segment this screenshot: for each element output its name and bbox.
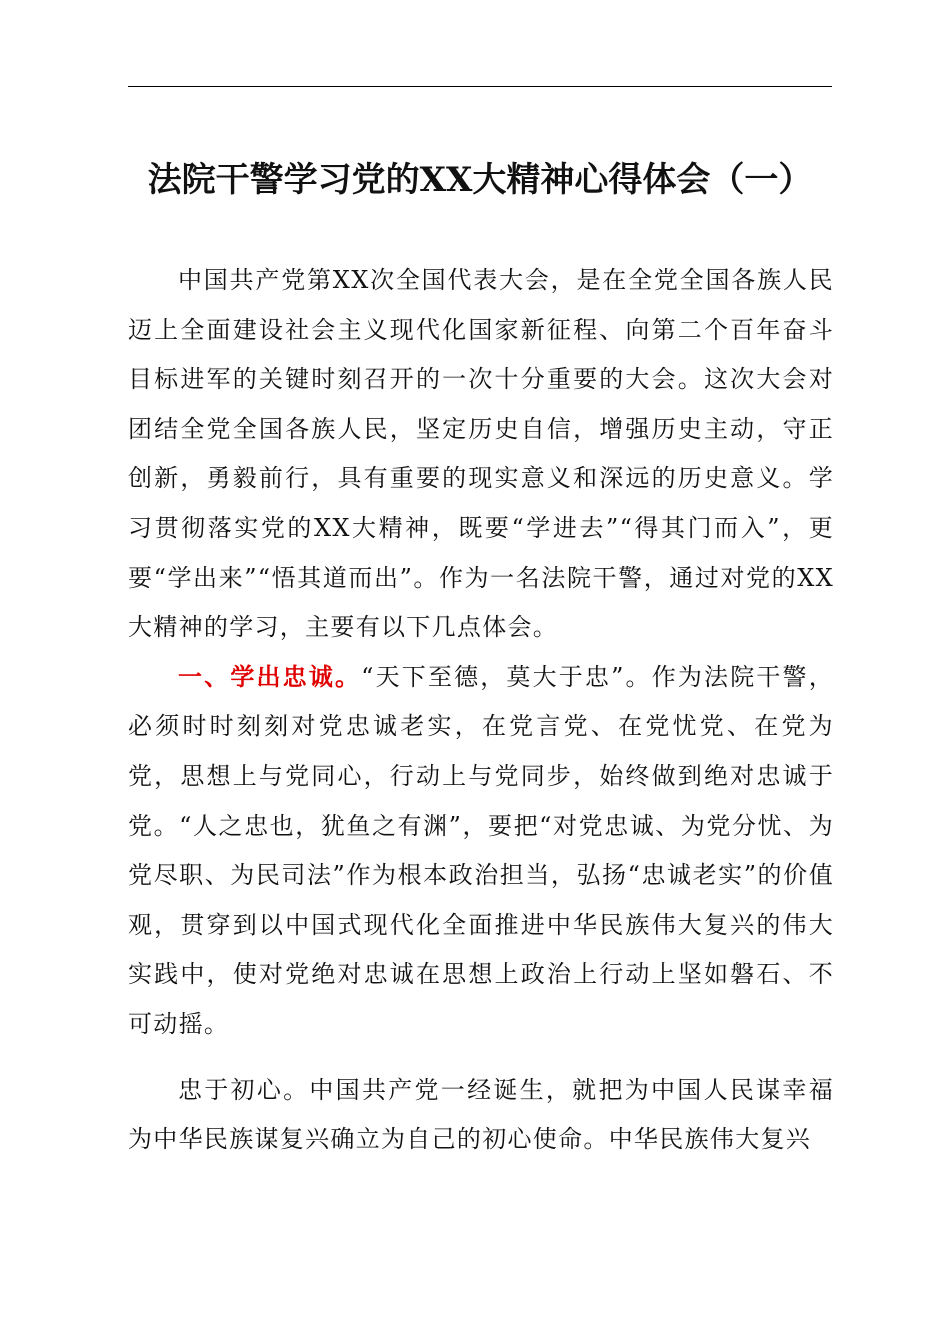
paragraph-text: 中国共产党第XX次全国代表大会，是在全党全国各族人民迈上全面建设社会主义现代化国家新征程、向第二个百年奋斗目标进军的关键时刻召开的一次十分重要的大会。这次大会对团结全党全国各族人民，坚定历史自信，增强历史主动，守正创新，勇毅前行，具有重要的现实意义和深远的历史意义。学习贯彻落实党的XX大精神，既要“学进去”“得其门而入”，更要“学出来”“悟其道而出”。作为一名法院干警，通过对党的XX大精神的学习，主要有以下几点体会。 [128, 266, 834, 642]
paragraph-intro [128, 256, 834, 653]
paragraph-section-1 [128, 653, 834, 1050]
document-body [128, 256, 834, 1165]
paragraph-text: “天下至德，莫大于忠”。作为法院干警，必须时时刻刻对党忠诚老实，在党言党、在党忧党、在党为党，思想上与党同心，行动上与党同步，始终做到绝对忠诚于党。“人之忠也，犹鱼之有渊”，要把“对党忠诚、为党分忧、为党尽职、为民司法”作为根本政治担当，弘扬“忠诚老实”的价值观，贯穿到以中国式现代化全面推进中华民族伟大复兴的伟大实践中，使对党绝对忠诚在思想上政治上行动上坚如磐石、不可动摇。 [128, 662, 834, 1038]
paragraph-text: 忠于初心。中国共产党一经诞生，就把为中国人民谋幸福为中华民族谋复兴确立为自己的初心使命。中华民族伟大复兴 [128, 1075, 834, 1154]
header-rule [128, 86, 832, 87]
section-heading: 一、学出忠诚。 [178, 662, 362, 691]
document-title: 法院干警学习党的XX大精神心得体会（一） [147, 160, 813, 200]
paragraph-loyalty-origin [128, 1066, 834, 1165]
